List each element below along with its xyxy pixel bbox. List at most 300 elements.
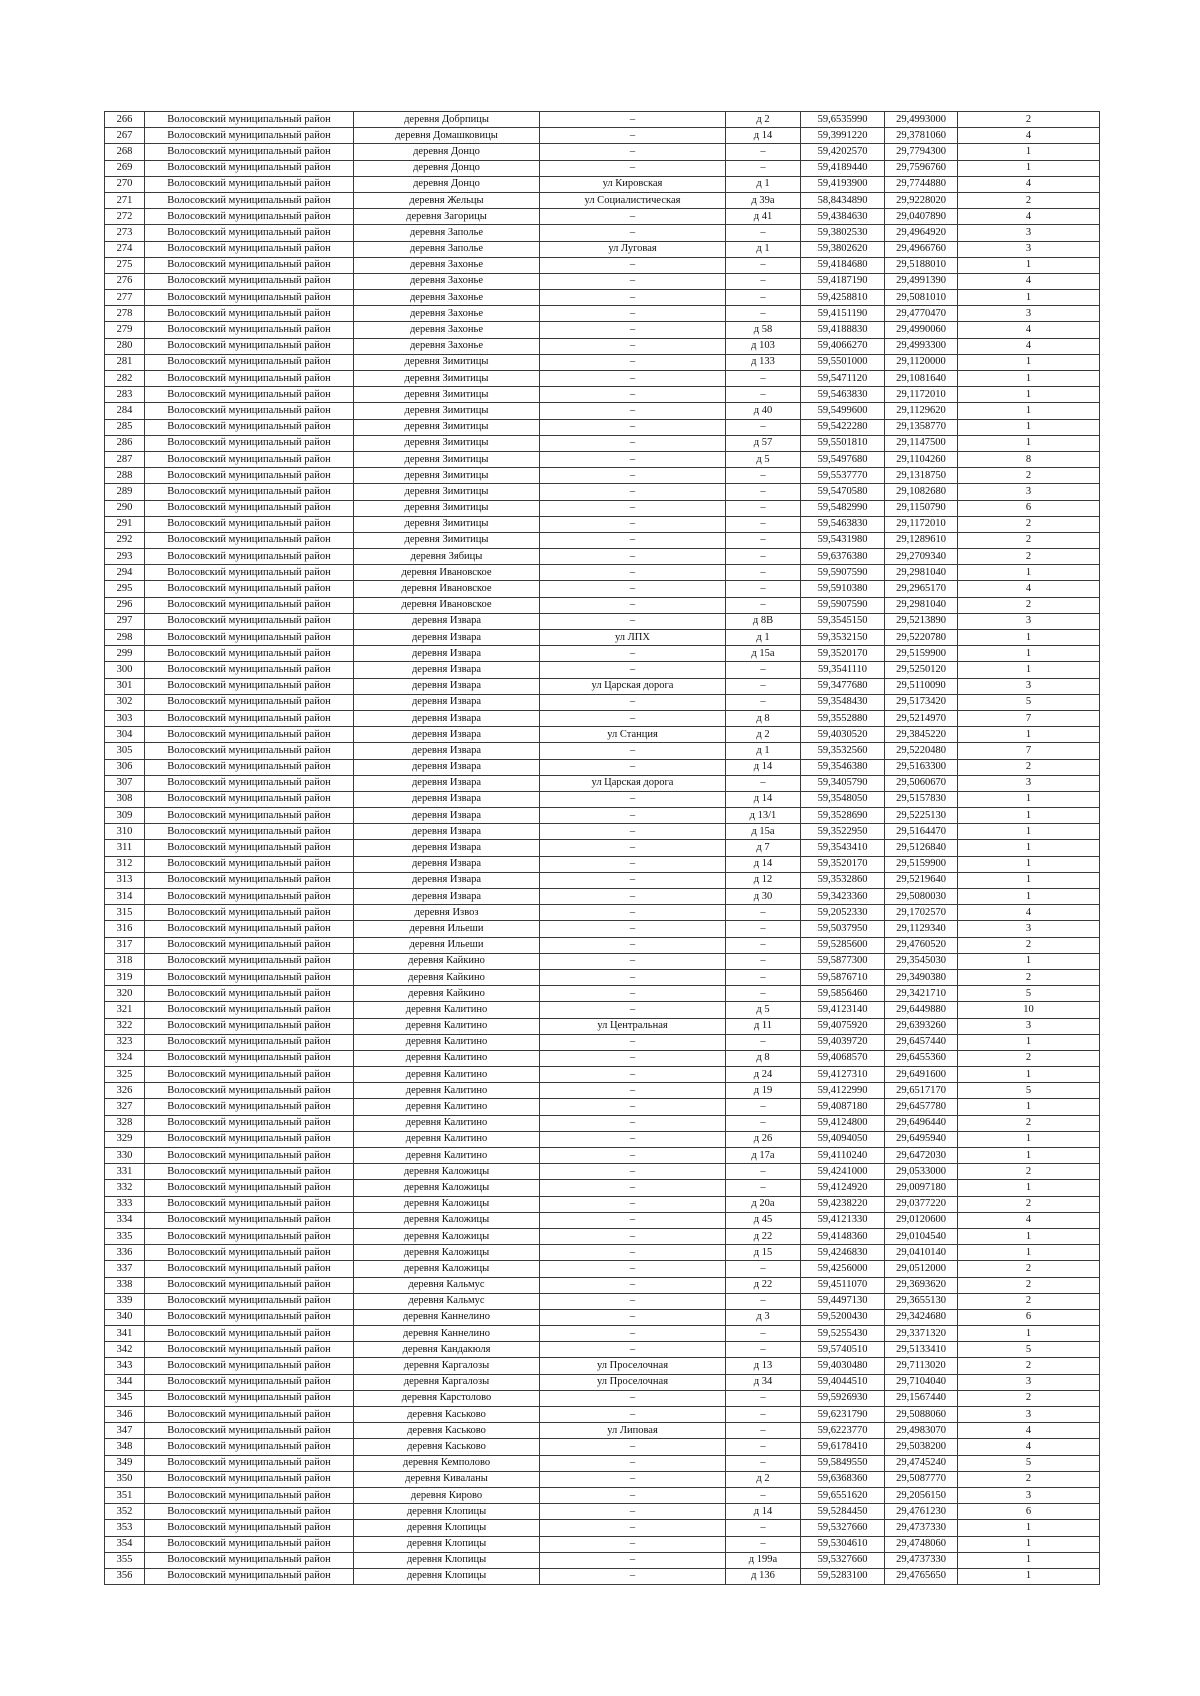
row-number: 281 (105, 354, 145, 370)
latitude-cell: 59,3546380 (801, 759, 885, 775)
house-cell: д 11 (726, 1018, 801, 1034)
latitude-cell: 59,4110240 (801, 1148, 885, 1164)
latitude-cell: 59,4187190 (801, 273, 885, 289)
latitude-cell: 59,3541110 (801, 662, 885, 678)
settlement-cell: деревня Каськово (354, 1423, 540, 1439)
house-cell: д 41 (726, 209, 801, 225)
street-cell: ул Липовая (540, 1423, 726, 1439)
settlement-cell: деревня Донцо (354, 144, 540, 160)
street-cell: – (540, 435, 726, 451)
count-cell: 1 (958, 872, 1100, 888)
district-cell: Волосовский муниципальный район (145, 743, 354, 759)
table-row (105, 791, 1100, 807)
house-cell: – (726, 371, 801, 387)
row-number: 327 (105, 1099, 145, 1115)
settlement-cell: деревня Захонье (354, 273, 540, 289)
district-cell: Волосовский муниципальный район (145, 1261, 354, 1277)
row-number: 295 (105, 581, 145, 597)
longitude-cell: 29,1147500 (885, 435, 958, 451)
house-cell: д 14 (726, 1504, 801, 1520)
district-cell: Волосовский муниципальный район (145, 306, 354, 322)
table-row (105, 1358, 1100, 1374)
table-row (105, 403, 1100, 419)
street-cell: – (540, 1471, 726, 1487)
row-number: 335 (105, 1228, 145, 1244)
count-cell: 5 (958, 1342, 1100, 1358)
settlement-cell: деревня Кальмус (354, 1293, 540, 1309)
latitude-cell: 59,3552880 (801, 710, 885, 726)
longitude-cell: 29,7104040 (885, 1374, 958, 1390)
longitude-cell: 29,0410140 (885, 1245, 958, 1261)
street-cell: – (540, 694, 726, 710)
latitude-cell: 59,5284450 (801, 1504, 885, 1520)
table-row (105, 1067, 1100, 1083)
longitude-cell: 29,5126840 (885, 840, 958, 856)
table-row (105, 1455, 1100, 1471)
settlement-cell: деревня Калитино (354, 1115, 540, 1131)
house-cell: д 24 (726, 1067, 801, 1083)
longitude-cell: 29,3693620 (885, 1277, 958, 1293)
house-cell: – (726, 273, 801, 289)
house-cell: д 57 (726, 435, 801, 451)
longitude-cell: 29,4737330 (885, 1552, 958, 1568)
house-cell: – (726, 597, 801, 613)
table-row (105, 1407, 1100, 1423)
house-cell: – (726, 1099, 801, 1115)
street-cell: – (540, 1407, 726, 1423)
row-number: 285 (105, 419, 145, 435)
street-cell: – (540, 937, 726, 953)
table-row (105, 1374, 1100, 1390)
latitude-cell: 59,5422280 (801, 419, 885, 435)
table-row (105, 128, 1100, 144)
street-cell: – (540, 387, 726, 403)
table-row (105, 1115, 1100, 1131)
settlement-cell: деревня Калитино (354, 1148, 540, 1164)
street-cell: – (540, 1342, 726, 1358)
longitude-cell: 29,6472030 (885, 1148, 958, 1164)
latitude-cell: 59,4258810 (801, 290, 885, 306)
row-number: 289 (105, 484, 145, 500)
count-cell: 6 (958, 1504, 1100, 1520)
table-row (105, 1342, 1100, 1358)
latitude-cell: 59,4246830 (801, 1245, 885, 1261)
street-cell: – (540, 1083, 726, 1099)
count-cell: 1 (958, 1536, 1100, 1552)
street-cell: – (540, 451, 726, 467)
row-number: 346 (105, 1407, 145, 1423)
count-cell: 8 (958, 451, 1100, 467)
row-number: 319 (105, 969, 145, 985)
count-cell: 3 (958, 484, 1100, 500)
settlement-cell: деревня Кирово (354, 1487, 540, 1503)
settlement-cell: деревня Кайкино (354, 986, 540, 1002)
street-cell: – (540, 824, 726, 840)
house-cell: д 8В (726, 613, 801, 629)
count-cell: 1 (958, 419, 1100, 435)
longitude-cell: 29,5164470 (885, 824, 958, 840)
count-cell: 10 (958, 1002, 1100, 1018)
house-cell: д 133 (726, 354, 801, 370)
house-cell: д 13/1 (726, 808, 801, 824)
count-cell: 1 (958, 257, 1100, 273)
table-row (105, 112, 1100, 128)
district-cell: Волосовский муниципальный район (145, 1439, 354, 1455)
district-cell: Волосовский муниципальный район (145, 856, 354, 872)
count-cell: 2 (958, 937, 1100, 953)
count-cell: 1 (958, 387, 1100, 403)
table-row (105, 824, 1100, 840)
house-cell: – (726, 419, 801, 435)
latitude-cell: 59,4124800 (801, 1115, 885, 1131)
count-cell: 6 (958, 1309, 1100, 1325)
longitude-cell: 29,1081640 (885, 371, 958, 387)
latitude-cell: 59,5283100 (801, 1568, 885, 1584)
latitude-cell: 59,4188830 (801, 322, 885, 338)
longitude-cell: 29,0512000 (885, 1261, 958, 1277)
row-number: 272 (105, 209, 145, 225)
longitude-cell: 29,5220480 (885, 743, 958, 759)
count-cell: 2 (958, 1261, 1100, 1277)
longitude-cell: 29,5214970 (885, 710, 958, 726)
table-row (105, 1002, 1100, 1018)
longitude-cell: 29,4991390 (885, 273, 958, 289)
house-cell: – (726, 306, 801, 322)
latitude-cell: 59,4497130 (801, 1293, 885, 1309)
street-cell: ул Станция (540, 727, 726, 743)
house-cell: д 14 (726, 856, 801, 872)
district-cell: Волосовский муниципальный район (145, 112, 354, 128)
district-cell: Волосовский муниципальный район (145, 889, 354, 905)
district-cell: Волосовский муниципальный район (145, 1018, 354, 1034)
settlement-cell: деревня Захонье (354, 306, 540, 322)
settlement-cell: деревня Каложицы (354, 1196, 540, 1212)
settlement-cell: деревня Зимитицы (354, 387, 540, 403)
latitude-cell: 58,8434890 (801, 192, 885, 208)
district-cell: Волосовский муниципальный район (145, 1164, 354, 1180)
house-cell: д 58 (726, 322, 801, 338)
house-cell: – (726, 516, 801, 532)
settlement-cell: деревня Зимитицы (354, 354, 540, 370)
table-row (105, 1293, 1100, 1309)
count-cell: 3 (958, 1487, 1100, 1503)
table-row (105, 969, 1100, 985)
settlement-cell: деревня Каложицы (354, 1228, 540, 1244)
district-cell: Волосовский муниципальный район (145, 953, 354, 969)
house-cell: – (726, 937, 801, 953)
house-cell: д 1 (726, 241, 801, 257)
street-cell: – (540, 565, 726, 581)
street-cell: ул Кировская (540, 176, 726, 192)
street-cell: – (540, 1439, 726, 1455)
table-row (105, 1261, 1100, 1277)
house-cell: – (726, 969, 801, 985)
settlement-cell: деревня Извара (354, 791, 540, 807)
count-cell: 1 (958, 435, 1100, 451)
district-cell: Волосовский муниципальный район (145, 630, 354, 646)
longitude-cell: 29,3424680 (885, 1309, 958, 1325)
street-cell: – (540, 1131, 726, 1147)
table-row (105, 1164, 1100, 1180)
street-cell: ул Царская дорога (540, 678, 726, 694)
row-number: 301 (105, 678, 145, 694)
settlement-cell: деревня Кандакюля (354, 1342, 540, 1358)
row-number: 350 (105, 1471, 145, 1487)
house-cell: – (726, 662, 801, 678)
count-cell: 2 (958, 192, 1100, 208)
count-cell: 4 (958, 273, 1100, 289)
longitude-cell: 29,5188010 (885, 257, 958, 273)
count-cell: 2 (958, 516, 1100, 532)
table-row (105, 856, 1100, 872)
longitude-cell: 29,0097180 (885, 1180, 958, 1196)
table-row (105, 354, 1100, 370)
count-cell: 4 (958, 322, 1100, 338)
count-cell: 2 (958, 1390, 1100, 1406)
street-cell: – (540, 290, 726, 306)
district-cell: Волосовский муниципальный район (145, 1520, 354, 1536)
district-cell: Волосовский муниципальный район (145, 1099, 354, 1115)
district-cell: Волосовский муниципальный район (145, 419, 354, 435)
row-number: 266 (105, 112, 145, 128)
count-cell: 2 (958, 759, 1100, 775)
table-row (105, 192, 1100, 208)
house-cell: – (726, 500, 801, 516)
street-cell: – (540, 856, 726, 872)
district-cell: Волосовский муниципальный район (145, 1293, 354, 1309)
district-cell: Волосовский муниципальный район (145, 1358, 354, 1374)
street-cell: – (540, 1245, 726, 1261)
latitude-cell: 59,4384630 (801, 209, 885, 225)
longitude-cell: 29,0120600 (885, 1212, 958, 1228)
latitude-cell: 59,6231790 (801, 1407, 885, 1423)
row-number: 286 (105, 435, 145, 451)
count-cell: 2 (958, 1115, 1100, 1131)
street-cell: – (540, 1309, 726, 1325)
table-row (105, 775, 1100, 791)
street-cell: – (540, 710, 726, 726)
row-number: 297 (105, 613, 145, 629)
latitude-cell: 59,3477680 (801, 678, 885, 694)
district-cell: Волосовский муниципальный район (145, 1471, 354, 1487)
district-cell: Волосовский муниципальный район (145, 1115, 354, 1131)
street-cell: – (540, 840, 726, 856)
street-cell: ул Социалистическая (540, 192, 726, 208)
table-row (105, 597, 1100, 613)
table-row (105, 759, 1100, 775)
table-row (105, 532, 1100, 548)
count-cell: 2 (958, 1358, 1100, 1374)
latitude-cell: 59,3548430 (801, 694, 885, 710)
count-cell: 3 (958, 225, 1100, 241)
row-number: 329 (105, 1131, 145, 1147)
street-cell: – (540, 532, 726, 548)
longitude-cell: 29,5220780 (885, 630, 958, 646)
longitude-cell: 29,1318750 (885, 468, 958, 484)
district-cell: Волосовский муниципальный район (145, 549, 354, 565)
latitude-cell: 59,5200430 (801, 1309, 885, 1325)
street-cell: – (540, 468, 726, 484)
row-number: 336 (105, 1245, 145, 1261)
street-cell: – (540, 371, 726, 387)
district-cell: Волосовский муниципальный район (145, 1374, 354, 1390)
house-cell: – (726, 1115, 801, 1131)
house-cell: д 1 (726, 630, 801, 646)
street-cell: – (540, 128, 726, 144)
settlement-cell: деревня Извара (354, 808, 540, 824)
district-cell: Волосовский муниципальный район (145, 257, 354, 273)
settlement-cell: деревня Каложицы (354, 1180, 540, 1196)
district-cell: Волосовский муниципальный район (145, 1277, 354, 1293)
row-number: 313 (105, 872, 145, 888)
table-row (105, 1034, 1100, 1050)
house-cell: д 30 (726, 889, 801, 905)
latitude-cell: 59,3548050 (801, 791, 885, 807)
table-row (105, 225, 1100, 241)
street-cell: – (540, 1034, 726, 1050)
count-cell: 2 (958, 112, 1100, 128)
street-cell: – (540, 1196, 726, 1212)
house-cell: – (726, 1342, 801, 1358)
count-cell: 4 (958, 1212, 1100, 1228)
district-cell: Волосовский муниципальный район (145, 128, 354, 144)
house-cell: – (726, 387, 801, 403)
house-cell: д 12 (726, 872, 801, 888)
row-number: 279 (105, 322, 145, 338)
row-number: 318 (105, 953, 145, 969)
district-cell: Волосовский муниципальный район (145, 403, 354, 419)
count-cell: 3 (958, 306, 1100, 322)
district-cell: Волосовский муниципальный район (145, 1536, 354, 1552)
row-number: 277 (105, 290, 145, 306)
house-cell: д 20а (726, 1196, 801, 1212)
street-cell: – (540, 419, 726, 435)
settlement-cell: деревня Каннелино (354, 1326, 540, 1342)
row-number: 302 (105, 694, 145, 710)
house-cell: – (726, 1390, 801, 1406)
district-cell: Волосовский муниципальный район (145, 678, 354, 694)
count-cell: 1 (958, 840, 1100, 856)
count-cell: 1 (958, 646, 1100, 662)
row-number: 355 (105, 1552, 145, 1568)
count-cell: 3 (958, 1407, 1100, 1423)
street-cell: – (540, 549, 726, 565)
table-row (105, 144, 1100, 160)
row-number: 342 (105, 1342, 145, 1358)
row-number: 334 (105, 1212, 145, 1228)
latitude-cell: 59,5482990 (801, 500, 885, 516)
district-cell: Волосовский муниципальный район (145, 1487, 354, 1503)
count-cell: 1 (958, 1067, 1100, 1083)
house-cell: – (726, 1407, 801, 1423)
house-cell: – (726, 953, 801, 969)
table-row (105, 241, 1100, 257)
house-cell: – (726, 1326, 801, 1342)
district-cell: Волосовский муниципальный район (145, 176, 354, 192)
row-number: 321 (105, 1002, 145, 1018)
district-cell: Волосовский муниципальный район (145, 921, 354, 937)
count-cell: 1 (958, 1099, 1100, 1115)
table-row (105, 678, 1100, 694)
count-cell: 1 (958, 144, 1100, 160)
count-cell: 2 (958, 969, 1100, 985)
row-number: 317 (105, 937, 145, 953)
longitude-cell: 29,4993000 (885, 112, 958, 128)
row-number: 294 (105, 565, 145, 581)
count-cell: 1 (958, 290, 1100, 306)
settlement-cell: деревня Захонье (354, 290, 540, 306)
settlement-cell: деревня Захонье (354, 322, 540, 338)
house-cell: – (726, 1487, 801, 1503)
row-number: 316 (105, 921, 145, 937)
settlement-cell: деревня Калитино (354, 1018, 540, 1034)
row-number: 308 (105, 791, 145, 807)
table-row (105, 338, 1100, 354)
table-row (105, 257, 1100, 273)
district-cell: Волосовский муниципальный район (145, 209, 354, 225)
count-cell: 2 (958, 1164, 1100, 1180)
longitude-cell: 29,5088060 (885, 1407, 958, 1423)
longitude-cell: 29,1082680 (885, 484, 958, 500)
count-cell: 3 (958, 775, 1100, 791)
latitude-cell: 59,5327660 (801, 1552, 885, 1568)
street-cell: – (540, 662, 726, 678)
count-cell: 2 (958, 1471, 1100, 1487)
row-number: 270 (105, 176, 145, 192)
street-cell: – (540, 225, 726, 241)
table-row (105, 371, 1100, 387)
table-row (105, 727, 1100, 743)
row-number: 305 (105, 743, 145, 759)
settlement-register-table (104, 111, 1100, 1585)
house-cell: – (726, 1536, 801, 1552)
street-cell: – (540, 160, 726, 176)
row-number: 283 (105, 387, 145, 403)
row-number: 314 (105, 889, 145, 905)
settlement-cell: деревня Кайкино (354, 969, 540, 985)
row-number: 337 (105, 1261, 145, 1277)
row-number: 347 (105, 1423, 145, 1439)
table-row (105, 710, 1100, 726)
district-cell: Волосовский муниципальный район (145, 1131, 354, 1147)
street-cell: – (540, 1552, 726, 1568)
row-number: 290 (105, 500, 145, 516)
row-number: 345 (105, 1390, 145, 1406)
table-row (105, 581, 1100, 597)
table-row (105, 1018, 1100, 1034)
house-cell: – (726, 160, 801, 176)
settlement-cell: деревня Калитино (354, 1099, 540, 1115)
count-cell: 5 (958, 694, 1100, 710)
row-number: 351 (105, 1487, 145, 1503)
latitude-cell: 59,4030480 (801, 1358, 885, 1374)
house-cell: д 1 (726, 176, 801, 192)
longitude-cell: 29,1567440 (885, 1390, 958, 1406)
longitude-cell: 29,2981040 (885, 597, 958, 613)
street-cell: – (540, 1277, 726, 1293)
settlement-cell: деревня Ивановское (354, 581, 540, 597)
latitude-cell: 59,3545150 (801, 613, 885, 629)
settlement-cell: деревня Извара (354, 759, 540, 775)
house-cell: д 1 (726, 743, 801, 759)
row-number: 267 (105, 128, 145, 144)
settlement-cell: деревня Извара (354, 646, 540, 662)
settlement-cell: деревня Зимитицы (354, 403, 540, 419)
latitude-cell: 59,4030520 (801, 727, 885, 743)
latitude-cell: 59,5463830 (801, 387, 885, 403)
table-row (105, 1552, 1100, 1568)
house-cell: д 34 (726, 1374, 801, 1390)
